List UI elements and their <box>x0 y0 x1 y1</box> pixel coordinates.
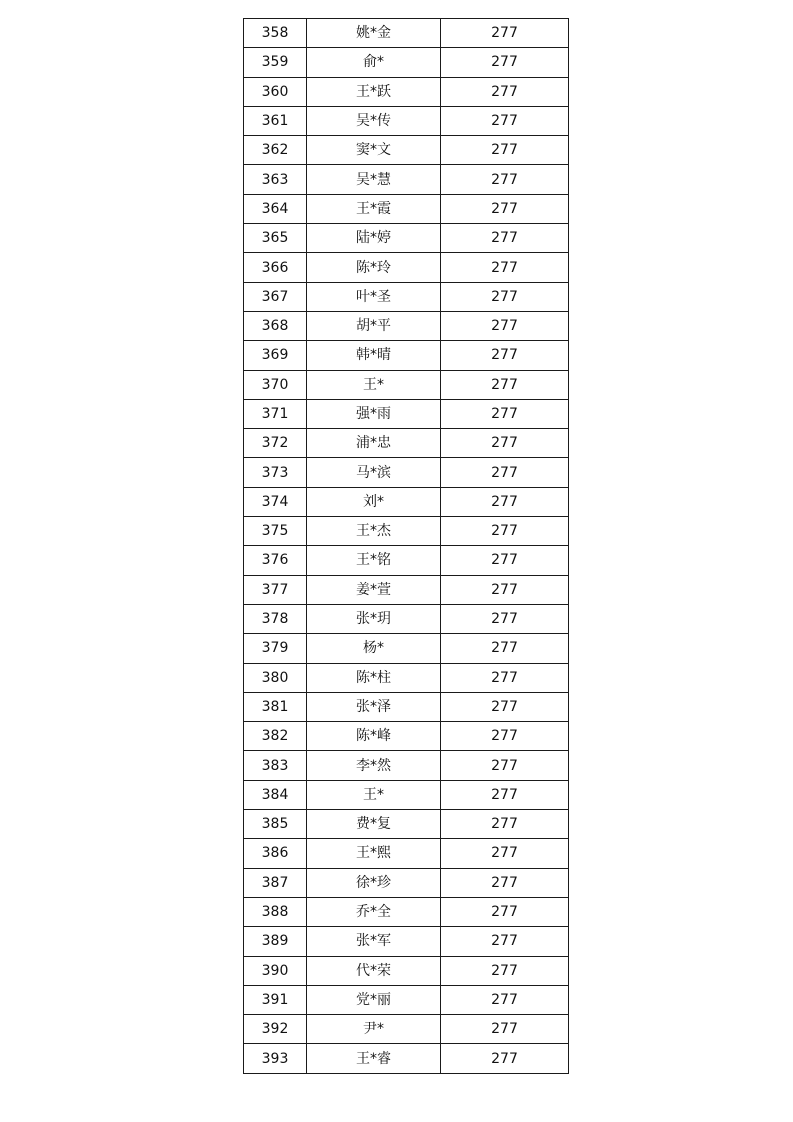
table-row <box>244 604 569 633</box>
row-number-cell: 391 <box>244 985 307 1014</box>
row-number-cell: 365 <box>244 224 307 253</box>
row-number-cell: 360 <box>244 77 307 106</box>
name-cell: 乔*全 <box>307 897 441 926</box>
row-number-cell: 362 <box>244 136 307 165</box>
name-cell: 王*杰 <box>307 517 441 546</box>
score-cell: 277 <box>441 136 569 165</box>
score-cell: 277 <box>441 311 569 340</box>
table-row <box>244 458 569 487</box>
name-cell: 胡*平 <box>307 311 441 340</box>
row-number-cell: 382 <box>244 722 307 751</box>
score-cell: 277 <box>441 868 569 897</box>
table-row <box>244 722 569 751</box>
score-cell: 277 <box>441 810 569 839</box>
table-row <box>244 341 569 370</box>
name-cell: 吴*传 <box>307 106 441 135</box>
table-row <box>244 399 569 428</box>
row-number-cell: 369 <box>244 341 307 370</box>
name-cell: 姜*萱 <box>307 575 441 604</box>
row-number-cell: 387 <box>244 868 307 897</box>
table-row <box>244 1015 569 1044</box>
table-row <box>244 165 569 194</box>
row-number-cell: 363 <box>244 165 307 194</box>
name-cell: 吴*慧 <box>307 165 441 194</box>
table-row <box>244 927 569 956</box>
table-row <box>244 985 569 1014</box>
name-cell: 叶*圣 <box>307 282 441 311</box>
table-row <box>244 282 569 311</box>
table-row <box>244 194 569 223</box>
row-number-cell: 393 <box>244 1044 307 1073</box>
row-number-cell: 386 <box>244 839 307 868</box>
row-number-cell: 359 <box>244 48 307 77</box>
name-cell: 代*荣 <box>307 956 441 985</box>
table-row <box>244 429 569 458</box>
table-row <box>244 897 569 926</box>
name-cell: 王*睿 <box>307 1044 441 1073</box>
name-cell: 李*然 <box>307 751 441 780</box>
score-cell: 277 <box>441 48 569 77</box>
table-row <box>244 253 569 282</box>
name-cell: 姚*金 <box>307 19 441 48</box>
name-cell: 陈*柱 <box>307 663 441 692</box>
results-table <box>243 18 569 1074</box>
row-number-cell: 374 <box>244 487 307 516</box>
row-number-cell: 358 <box>244 19 307 48</box>
score-cell: 277 <box>441 575 569 604</box>
row-number-cell: 375 <box>244 517 307 546</box>
name-cell: 王* <box>307 370 441 399</box>
score-cell: 277 <box>441 1044 569 1073</box>
score-cell: 277 <box>441 1015 569 1044</box>
row-number-cell: 361 <box>244 106 307 135</box>
name-cell: 刘* <box>307 487 441 516</box>
score-cell: 277 <box>441 429 569 458</box>
score-cell: 277 <box>441 458 569 487</box>
table-row <box>244 517 569 546</box>
table-row <box>244 810 569 839</box>
row-number-cell: 388 <box>244 897 307 926</box>
name-cell: 王*跃 <box>307 77 441 106</box>
row-number-cell: 379 <box>244 634 307 663</box>
row-number-cell: 366 <box>244 253 307 282</box>
row-number-cell: 364 <box>244 194 307 223</box>
results-table-body <box>244 19 569 1074</box>
name-cell: 俞* <box>307 48 441 77</box>
table-row <box>244 780 569 809</box>
row-number-cell: 378 <box>244 604 307 633</box>
name-cell: 张*玥 <box>307 604 441 633</box>
score-cell: 277 <box>441 634 569 663</box>
row-number-cell: 392 <box>244 1015 307 1044</box>
name-cell: 张*军 <box>307 927 441 956</box>
row-number-cell: 376 <box>244 546 307 575</box>
score-cell: 277 <box>441 341 569 370</box>
score-cell: 277 <box>441 751 569 780</box>
row-number-cell: 385 <box>244 810 307 839</box>
row-number-cell: 380 <box>244 663 307 692</box>
score-cell: 277 <box>441 282 569 311</box>
row-number-cell: 372 <box>244 429 307 458</box>
row-number-cell: 390 <box>244 956 307 985</box>
row-number-cell: 370 <box>244 370 307 399</box>
table-row <box>244 839 569 868</box>
table-row <box>244 868 569 897</box>
score-cell: 277 <box>441 985 569 1014</box>
score-cell: 277 <box>441 722 569 751</box>
row-number-cell: 371 <box>244 399 307 428</box>
table-row <box>244 751 569 780</box>
table-row <box>244 575 569 604</box>
row-number-cell: 384 <box>244 780 307 809</box>
name-cell: 费*复 <box>307 810 441 839</box>
name-cell: 陆*婷 <box>307 224 441 253</box>
score-cell: 277 <box>441 106 569 135</box>
score-cell: 277 <box>441 897 569 926</box>
table-row <box>244 77 569 106</box>
name-cell: 徐*珍 <box>307 868 441 897</box>
name-cell: 韩*晴 <box>307 341 441 370</box>
score-cell: 277 <box>441 399 569 428</box>
row-number-cell: 377 <box>244 575 307 604</box>
score-cell: 277 <box>441 839 569 868</box>
score-cell: 277 <box>441 224 569 253</box>
name-cell: 张*泽 <box>307 692 441 721</box>
name-cell: 浦*忠 <box>307 429 441 458</box>
table-row <box>244 546 569 575</box>
name-cell: 王*铭 <box>307 546 441 575</box>
table-row <box>244 487 569 516</box>
table-row <box>244 48 569 77</box>
name-cell: 王*熙 <box>307 839 441 868</box>
score-cell: 277 <box>441 780 569 809</box>
table-row <box>244 956 569 985</box>
row-number-cell: 373 <box>244 458 307 487</box>
score-cell: 277 <box>441 517 569 546</box>
table-row <box>244 19 569 48</box>
table-row <box>244 106 569 135</box>
name-cell: 马*滨 <box>307 458 441 487</box>
score-cell: 277 <box>441 927 569 956</box>
table-row <box>244 1044 569 1073</box>
score-cell: 277 <box>441 370 569 399</box>
name-cell: 杨* <box>307 634 441 663</box>
name-cell: 窦*文 <box>307 136 441 165</box>
table-row <box>244 136 569 165</box>
score-cell: 277 <box>441 604 569 633</box>
name-cell: 王* <box>307 780 441 809</box>
table-row <box>244 311 569 340</box>
table-row <box>244 663 569 692</box>
row-number-cell: 381 <box>244 692 307 721</box>
name-cell: 尹* <box>307 1015 441 1044</box>
row-number-cell: 368 <box>244 311 307 340</box>
score-cell: 277 <box>441 692 569 721</box>
name-cell: 陈*玲 <box>307 253 441 282</box>
table-row <box>244 370 569 399</box>
score-cell: 277 <box>441 19 569 48</box>
table-row <box>244 224 569 253</box>
row-number-cell: 383 <box>244 751 307 780</box>
table-row <box>244 634 569 663</box>
table-row <box>244 692 569 721</box>
name-cell: 王*霞 <box>307 194 441 223</box>
score-cell: 277 <box>441 194 569 223</box>
name-cell: 陈*峰 <box>307 722 441 751</box>
name-cell: 党*丽 <box>307 985 441 1014</box>
score-cell: 277 <box>441 253 569 282</box>
row-number-cell: 367 <box>244 282 307 311</box>
name-cell: 强*雨 <box>307 399 441 428</box>
row-number-cell: 389 <box>244 927 307 956</box>
score-cell: 277 <box>441 165 569 194</box>
score-cell: 277 <box>441 546 569 575</box>
score-cell: 277 <box>441 663 569 692</box>
score-cell: 277 <box>441 487 569 516</box>
score-cell: 277 <box>441 77 569 106</box>
score-cell: 277 <box>441 956 569 985</box>
